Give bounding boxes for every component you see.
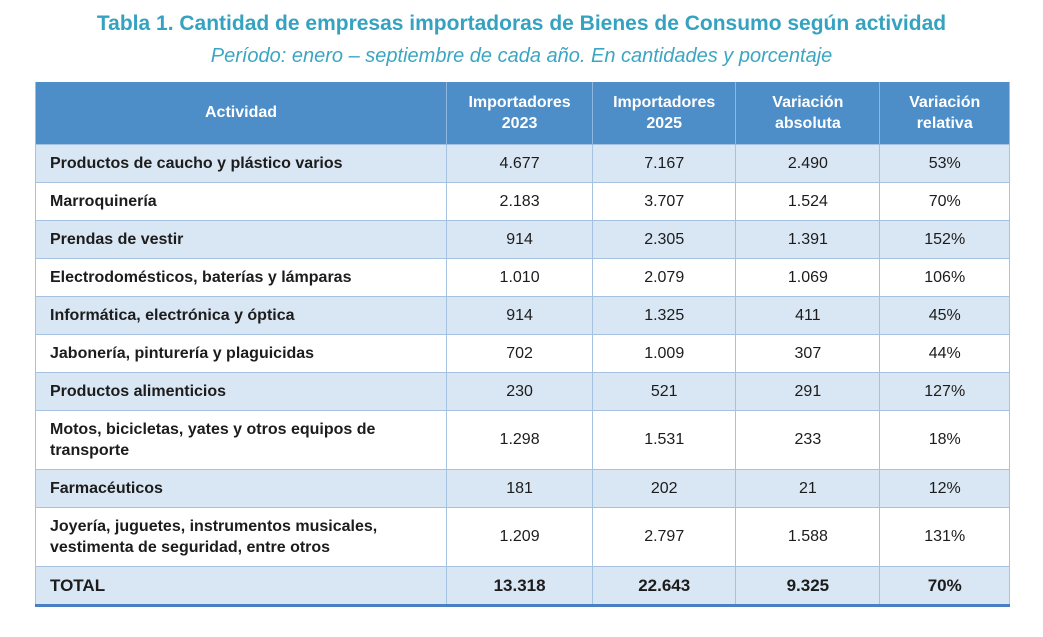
activity-cell: Prendas de vestir: [36, 220, 447, 258]
value-cell: 233: [736, 410, 880, 469]
value-cell: 1.531: [593, 410, 736, 469]
table-header: [36, 82, 1010, 144]
header-variacion-relativa: Variación relativa: [880, 82, 1010, 144]
header-importadores-2025: Importadores 2025: [593, 82, 736, 144]
value-cell: 1.009: [593, 334, 736, 372]
total-label: TOTAL: [36, 566, 447, 605]
value-cell: 127%: [880, 372, 1010, 410]
table-row: [36, 144, 1010, 182]
value-cell: 7.167: [593, 144, 736, 182]
total-var-abs: 9.325: [736, 566, 880, 605]
total-imp2023: 13.318: [447, 566, 593, 605]
value-cell: 1.391: [736, 220, 880, 258]
activity-cell: Jabonería, pinturería y plaguicidas: [36, 334, 447, 372]
table-row: [36, 220, 1010, 258]
value-cell: 230: [447, 372, 593, 410]
value-cell: 2.490: [736, 144, 880, 182]
value-cell: 2.183: [447, 182, 593, 220]
activity-cell: Electrodomésticos, baterías y lámparas: [36, 258, 447, 296]
table-row: [36, 507, 1010, 566]
table-row: [36, 372, 1010, 410]
value-cell: 2.305: [593, 220, 736, 258]
header-actividad: Actividad: [36, 82, 447, 144]
value-cell: 44%: [880, 334, 1010, 372]
value-cell: 70%: [880, 182, 1010, 220]
header-variacion-absoluta: Variación absoluta: [736, 82, 880, 144]
header-row: [36, 82, 1010, 144]
total-imp2025: 22.643: [593, 566, 736, 605]
value-cell: 106%: [880, 258, 1010, 296]
activity-cell: Productos de caucho y plástico varios: [36, 144, 447, 182]
value-cell: 1.069: [736, 258, 880, 296]
value-cell: 2.079: [593, 258, 736, 296]
value-cell: 202: [593, 469, 736, 507]
value-cell: 18%: [880, 410, 1010, 469]
value-cell: 181: [447, 469, 593, 507]
value-cell: 1.524: [736, 182, 880, 220]
value-cell: 291: [736, 372, 880, 410]
table-body: [36, 144, 1010, 566]
value-cell: 1.298: [447, 410, 593, 469]
table-container: [35, 82, 1010, 607]
value-cell: 307: [736, 334, 880, 372]
value-cell: 1.010: [447, 258, 593, 296]
header-importadores-2023: Importadores 2023: [447, 82, 593, 144]
value-cell: 3.707: [593, 182, 736, 220]
table-subtitle: Período: enero – septiembre de cada año. En cantidades y porcentaje: [210, 45, 833, 67]
title-block: [0, 0, 1043, 70]
table-row: [36, 258, 1010, 296]
value-cell: 1.209: [447, 507, 593, 566]
table-row: [36, 182, 1010, 220]
activity-cell: Informática, electrónica y óptica: [36, 296, 447, 334]
value-cell: 1.588: [736, 507, 880, 566]
table-row: [36, 410, 1010, 469]
total-row: [36, 566, 1010, 605]
value-cell: 53%: [880, 144, 1010, 182]
activity-cell: Farmacéuticos: [36, 469, 447, 507]
value-cell: 521: [593, 372, 736, 410]
value-cell: 2.797: [593, 507, 736, 566]
value-cell: 45%: [880, 296, 1010, 334]
table-row: [36, 296, 1010, 334]
value-cell: 12%: [880, 469, 1010, 507]
total-var-rel: 70%: [880, 566, 1010, 605]
table-row: [36, 469, 1010, 507]
value-cell: 4.677: [447, 144, 593, 182]
value-cell: 152%: [880, 220, 1010, 258]
value-cell: 702: [447, 334, 593, 372]
value-cell: 914: [447, 296, 593, 334]
activity-cell: Productos alimenticios: [36, 372, 447, 410]
value-cell: 131%: [880, 507, 1010, 566]
activity-cell: Marroquinería: [36, 182, 447, 220]
import-companies-table: [35, 82, 1010, 607]
value-cell: 914: [447, 220, 593, 258]
value-cell: 21: [736, 469, 880, 507]
table-title: Tabla 1. Cantidad de empresas importadoras de Bienes de Consumo según actividad: [96, 12, 947, 35]
activity-cell: Motos, bicicletas, yates y otros equipos de transporte: [36, 410, 447, 469]
table-row: [36, 334, 1010, 372]
activity-cell: Joyería, juguetes, instrumentos musicales, vestimenta de seguridad, entre otros: [36, 507, 447, 566]
value-cell: 1.325: [593, 296, 736, 334]
table-footer: [36, 566, 1010, 605]
value-cell: 411: [736, 296, 880, 334]
